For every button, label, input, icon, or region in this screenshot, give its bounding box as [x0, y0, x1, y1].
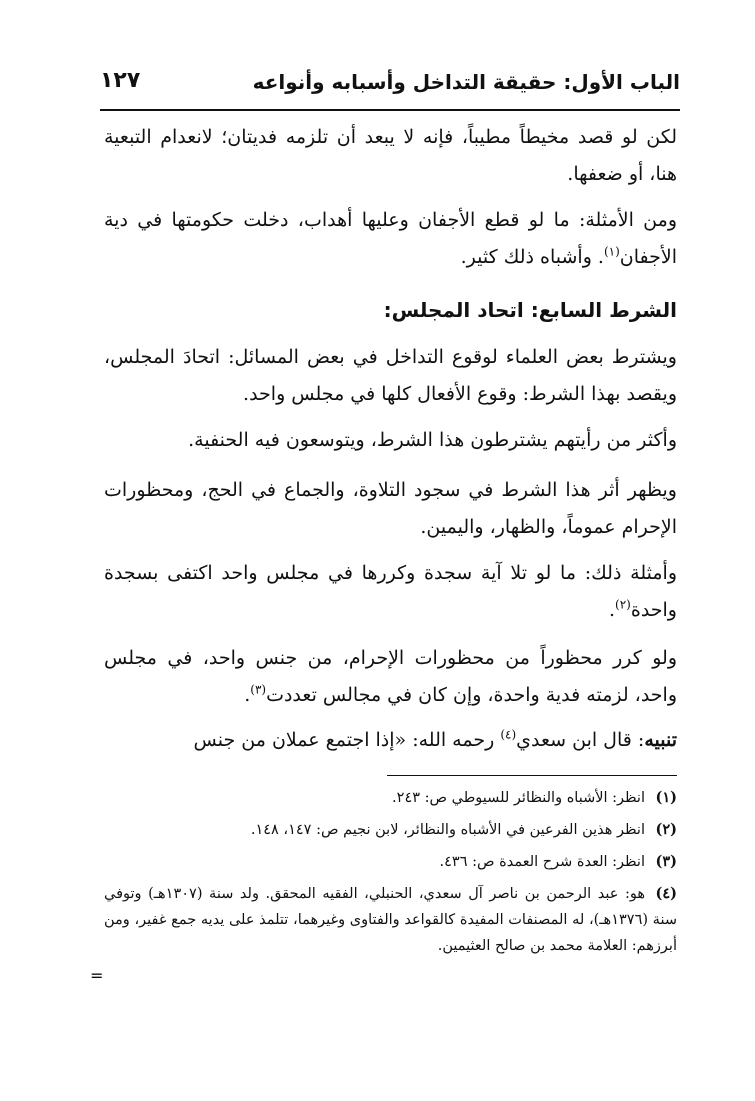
paragraph-7-tail: . — [244, 684, 251, 706]
footnote-number: (٤) — [655, 885, 677, 902]
paragraph-6-text: وأمثلة ذلك: ما لو تلا آية سجدة وكررها في مجلس واحد اكتفى بسجدة واحدة — [104, 562, 677, 621]
page-header — [100, 68, 680, 104]
footnote-number: (٣) — [655, 853, 677, 870]
paragraph-2 — [104, 202, 677, 276]
paragraph-7-text: ولو كرر محظوراً من محظورات الإحرام، من جنس واحد، في مجلس واحد، لزمته فدية واحدة، وإن كان في مجالس تعددت — [104, 647, 677, 706]
footnote-ref-2: (٢) — [615, 597, 631, 612]
footnote-3 — [104, 849, 677, 875]
footnote-text: هو: عبد الرحمن بن ناصر آل سعدي، الحنبلي، الفقيه المحقق. ولد سنة (١٣٠٧هـ) وتوفي سنة (١٣٧٦هـ)، له المصنفات المفيدة كالقواعد والفتاوى وغيرهما، تتلمذ على يديه جمع غفير، ومن أبرزهم: العلامة محمد بن صالح العثيمين. — [104, 886, 677, 954]
paragraph-4: وأكثر من رأيتهم يشترطون هذا الشرط، ويتوسعون فيه الحنفية. — [188, 429, 677, 451]
footnote-divider — [387, 775, 677, 776]
footnote-number: (١) — [655, 789, 677, 806]
footnote-text: انظر: العدة شرح العمدة ص: ٤٣٦. — [439, 854, 645, 870]
paragraph-2-text: ومن الأمثلة: ما لو قطع الأجفان وعليها أهداب، دخلت حكومتها في دية الأجفان — [104, 209, 677, 268]
footnote-text: انظر هذين الفرعين في الأشباه والنظائر، لابن نجيم ص: ١٤٧، ١٤٨. — [250, 822, 645, 838]
continuation-mark: = — [90, 966, 104, 985]
footnote-ref-3: (٣) — [250, 682, 267, 697]
footnote-ref-1: (١) — [603, 244, 620, 259]
paragraph-8-text: : قال ابن سعدي — [516, 729, 645, 751]
paragraph-2-tail: . وأشباه ذلك كثير. — [460, 246, 604, 268]
page-number: ١٢٧ — [100, 68, 141, 93]
footnote-ref-4: (٤) — [500, 727, 517, 742]
paragraph-5: ويظهر أثر هذا الشرط في سجود التلاوة، والجماع في الحج، ومحظورات الإحرام عموماً، والظهار، واليمين. — [104, 479, 677, 538]
paragraph-8 — [104, 722, 677, 759]
footnote-number: (٢) — [655, 821, 677, 838]
paragraph-6-tail: . — [608, 599, 616, 621]
paragraph-7 — [104, 640, 677, 714]
chapter-title: الباب الأول: حقيقة التداخل وأسبابه وأنواعه — [252, 70, 680, 94]
paragraph-6 — [104, 555, 677, 629]
footnote-2 — [104, 817, 677, 843]
footnote-1 — [104, 785, 677, 811]
note-label: تنبيه — [644, 729, 677, 751]
footnote-4 — [104, 881, 677, 959]
footnote-text: انظر: الأشباه والنظائر للسيوطي ص: ٢٤٣. — [392, 790, 645, 806]
section-heading: الشرط السابع: اتحاد المجلس: — [383, 298, 677, 322]
header-divider — [100, 109, 680, 111]
paragraph-8-tail: رحمه الله: «إذا اجتمع عملان من جنس — [193, 729, 501, 751]
paragraph-3: ويشترط بعض العلماء لوقوع التداخل في بعض المسائل: اتحادَ المجلس، ويقصد بهذا الشرط: وقوع الأفعال كلها في مجلس واحد. — [104, 346, 677, 405]
paragraph-1: لكن لو قصد مخيطاً مطيباً، فإنه لا يبعد أن تلزمه فديتان؛ لانعدام التبعية هنا، أو ضعفها. — [104, 126, 677, 185]
